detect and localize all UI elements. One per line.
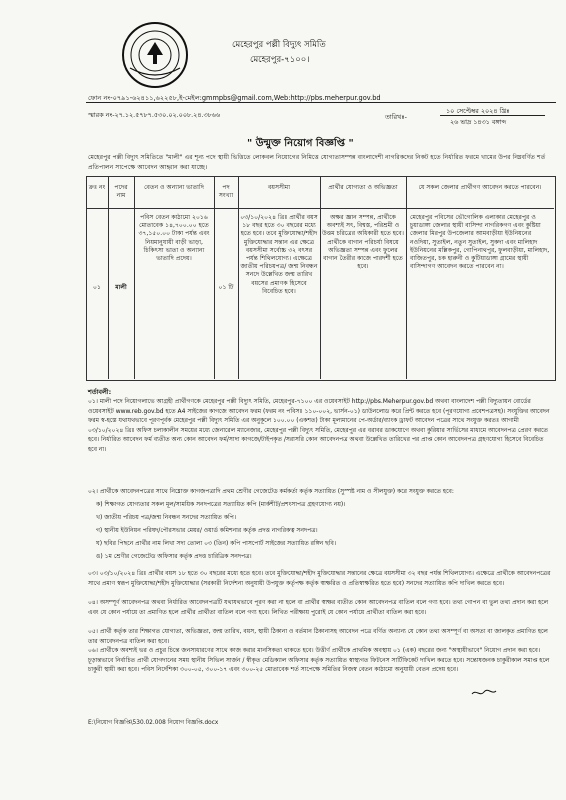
table-column-divider xyxy=(238,176,239,379)
signature-mark xyxy=(470,688,498,698)
conditions-heading: শর্তাবলী: xyxy=(88,388,112,396)
table-cell-districts: মেহেরপুর পবিসের ভৌগোলিক এলাকার মেহেরপুর ও চুয়াডাঙ্গা জেলার স্থায়ী বাসিন্দা নাগরিকগণ এবং কুষ্টিয়া জেলার মিরপুর উপজেলার আমবাড়ীয়া ইউনিয়নের নওদিয়া, সুতাইল, নতুন সুতাইল, সুকদা এবং মালিহাদ ইউনিয়নের মল্লিকপুর, গোপিনাথপুর, ফুলবাড়ীয়া, মালিহাদ, বাজিতপুর, চক হারুনী ও কুটিয়াডাঙ্গা গ্রামের স্থায়ী বাসিন্দাগণ আবেদন করতে পারবেন না। xyxy=(410,214,550,271)
table-cell-count: ০১ টি xyxy=(218,284,234,291)
table-cell-qualification: অক্ষর জ্ঞান সম্পন্ন, প্রার্থীকে অবশ্যই সৎ, বিশ্বস্ত, পরিশ্রমী ও উত্তম চরিত্রের অধিকারী হতে হবে। প্রার্থীকে বাগান পরিচর্যা বিষয়ে অভিজ্ঞতা সম্পন্ন এবং ফুলের বাগান তৈরীর কাজে পারদর্শী হতে হবে। xyxy=(322,214,404,271)
condition-paragraph-5: ০৫। প্রার্থী কর্তৃক তার শিক্ষাগত যোগ্যতা, অভিজ্ঞতা, জন্ম তারিখ, বয়স, স্থায়ী ঠিকানা ও বর্তমান ঠিকানাসহ আবেদন পত্রে বর্ণিত অন্যান্য যে কোন তথ্য অসম্পূর্ণ বা অসত্য বা জালকৃত প্রমাণিত হলে তার আবেদনপত্র বাতিল করা হবে। xyxy=(88,628,548,645)
table-header-qualification: প্রার্থীর যোগ্যতা ও অভিজ্ঞতা xyxy=(328,184,398,191)
organization-address: মেহেরপুর-৭১০০। xyxy=(250,55,310,65)
condition-paragraph-3: ০৩। ০৩/১০/২০২৪ খ্রিঃ প্রার্থীর বয়স ১৮ হতে ৩০ বছরের মধ্যে হতে হবে। তবে মুক্তিযোদ্ধা/শহীদ মুক্তিযোদ্ধার সন্তানের ক্ষেত্রে বয়সসীমা ৩২ বছর পর্যন্ত শিথিলযোগ্য। এক্ষেত্রে প্রার্থীকে আবেদনপত্রের সাথে প্রমাণ স্বরূপ মুক্তিযোদ্ধা/শহীদ মুক্তিযোদ্ধার (সরকারী নির্দেশনা অনুযায়ী উপযুক্ত কর্তৃপক্ষ কর্তৃক স্বাক্ষরিত ও প্রতিস্বাক্ষরিত হতে হবে) সনদের সত্যায়িত কপি দাখিল করতে হবে। xyxy=(88,570,551,587)
condition-subitem-a: ক) শিক্ষাগত যোগ্যতার সকল মূল/সাময়িক সনদপত্রের সত্যায়িত কপি (মার্কশীট/প্রশংসাপত্র গ্রহণযোগ্য নয়)। xyxy=(96,501,346,508)
table-column-divider xyxy=(406,176,407,379)
table-column-divider xyxy=(320,176,321,379)
header-divider xyxy=(86,102,556,103)
intro-paragraph: মেহেরপুর পল্লী বিদ্যুৎ সমিতিতে "মালী" এর শূন্য পদে স্থায়ী ভিত্তিতে লোকবল নিয়োগের নিমিত্তে যোগ্যতাসম্পন্ন বাংলাদেশী নাগরিকদের নিকট হতে নির্ধারিত ফরমে খামের উপর নিম্নবর্ণিত শর্ত প্রতিপালন সাপেক্ষে আবেদন আহ্বান করা যাচ্ছে। xyxy=(88,154,546,171)
table-cell-age: ০৩/১০/২০২৪ খ্রিঃ প্রার্থীর বয়স ১৮ বছর হতে ৩০ বছরের মধ্যে হতে হবে। তবে মুক্তিযোদ্ধা/শহীদ মুক্তিযোদ্ধার সন্তান এর ক্ষেত্রে বয়সসীমা সর্বোচ্চ ৩২ বৎসর পর্যন্ত শিথিলযোগ্য। এক্ষেত্রে জাতীয় পরিচয়পত্র/ জন্ম নিবন্ধন সনদে উল্লেখিত জন্ম তারিখ বয়সের প্রমাণক হিসেবে বিবেচিত হবে। xyxy=(240,214,318,295)
table-header-age: বয়সসীমা xyxy=(268,184,290,191)
contact-line: ফোন নং-০৭৯১-৬২৪১১,৬২২৫৮,ই-মেইল:gmmpbs@gmail.com,Web:http://pbs.meherpur.gov.bd xyxy=(88,94,381,102)
date-english: ১০ সেপ্টেম্বর ২০২৪ খ্রিঃ xyxy=(446,107,510,115)
table-header-districts: যে সকল জেলার প্রার্থীগণ আবেদন করতে পারবেন। xyxy=(418,184,542,191)
condition-paragraph-6: ০৬। প্রার্থীকে অবশ্যই ভর ও প্রচুর চিন্তে জনসাধারণের সাথে কাজ করার মানসিকতা থাকতে হবে। উত্তীর্ণ প্রার্থীকে প্রাথমিক অবস্থায় ০১ (এক) বছরের জন্য "অস্থায়ীভাবে" নিয়োগ প্রদান করা হবে। চূড়ান্তভাবে নির্বাচিত প্রার্থী যোগদানের সময় স্থানীয় সিভিল সার্জন / স্বীকৃত মেডিক্যাল অফিসার কর্তৃক সত্যায়িত স্বাস্থ্যগত ফিটনেস সার্টিফিকেট দাখিল করতে হবে। সন্তোষজনক চাকুরীকাল সমাপ্ত হলে চাকুরী স্থায়ী করা হবে। পবিস নির্দেশিকা ৩০০-০৫, ৩০০-১৭ এবং ৩০০-২৫ মোতাবেক শর্ত সাপেক্ষে সমিতির নিজস্ব বেতন কাঠামো অনুযায়ী বেতন প্রদেয় হবে। xyxy=(88,647,550,674)
date-bangla: ২৬ ভাদ্র ১৪৩১ বঙ্গাব্দ xyxy=(450,118,506,126)
job-table xyxy=(86,176,556,381)
date-divider xyxy=(440,115,545,116)
condition-paragraph-2: ০২। প্রার্থীকে আবেদনপত্রের সাথে নিম্নোক্ত কাগজপত্রাদি প্রথম শ্রেণীর গেজেটেড কর্মকর্তা কর্তৃক সত্যায়িত (সুস্পষ্ট নাম ও সীলযুক্ত) করে সংযুক্ত করতে হবে: xyxy=(88,488,454,495)
table-column-divider xyxy=(108,176,109,379)
table-header-serial: ক্রঃ নং xyxy=(88,184,106,191)
notice-title: " উন্মুক্ত নিয়োগ বিজ্ঞপ্তি " xyxy=(247,138,354,149)
table-header-count: পদ সংখ্যা xyxy=(218,184,234,200)
table-column-divider xyxy=(214,176,215,379)
condition-subitem-b: খ) জাতীয় পরিচয় পত্র/জন্ম নিবন্ধন সনদের সত্যায়িত কপি। xyxy=(96,514,236,521)
date-label: তারিখঃ- xyxy=(385,113,407,121)
condition-subitem-e: ঙ) ১ম শ্রেণীর গেজেটেড অফিসার কর্তৃক প্রদত্ত চারিত্রিক সনদপত্র। xyxy=(96,553,252,560)
table-cell-serial: ০১ xyxy=(93,284,101,291)
table-cell-salary: পবিস বেতন কাঠামো ২০১৬ মোতাবেক ১৪,৭০০.০০ হতে ৩৭,১৫০.০০ টাকা পর্যন্ত এবং নিয়মানুযায়ী বাড়ী ভাড়া, চিকিৎসা ভাতা ও অন্যান্য ভাতাদি প্রদেয়। xyxy=(138,214,210,263)
condition-paragraph-4: ০৪। অসম্পূর্ণ আবেদনপত্র অথবা নির্ধারিত আবেদনপত্রটি যথাযথভাবে পূরণ করা না হলে বা প্রার্থীর স্বাক্ষর ব্যতীত কোন আবেদনপত্র বাতিল বলে গণ্য হবে। তথ্য গোপন বা ভুল তথ্য প্রদান করা হলে এবং যে কোন পর্যায়ে তা প্রমাণিত হলে প্রার্থীর প্রার্থীতা বাতিল বলে গণ্য হবে। লিখিত পরীক্ষায় পুরোই যে কোন পর্যায়ে প্রার্থীতা বাতিল করা হবে। xyxy=(88,599,549,616)
condition-subitem-c: গ) স্থানীয় ইউনিয়ন পরিষদ/পৌরসভার মেয়র/ ওয়ার্ড কমিশনার কর্তৃক প্রদত্ত নাগরিকত্ব সনদপত্র। xyxy=(96,527,318,534)
table-cell-post: মালী xyxy=(115,284,127,291)
organization-name: মেহেরপুর পল্লী বিদ্যুৎ সমিতি xyxy=(232,40,326,50)
condition-subitem-d: ঘ) ছবির পিছনে প্রার্থীর নাম লিখা সদ্য তোলা ০৩ (তিন) কপি পাসপোর্ট সাইজের সত্যায়িত রঙ্গিন ছবি। xyxy=(96,540,337,547)
table-header-post: পদের নাম xyxy=(114,184,128,200)
table-header-salary: বেতন ও অন্যান্য ভাতাদি xyxy=(144,184,204,191)
memo-number: স্মারক নং-২৭.১২.৫৭৮৭.৫৩০.০২.০০৮.২৪.৩৮৬৬ xyxy=(88,111,221,119)
condition-paragraph-1: ০১। মালী পদে নিয়োগলাভে আগ্রহী প্রার্থীগণকে মেহেরপুর পল্লী বিদ্যুৎ সমিতি, মেহেরপুর-৭১০০ এর ওয়েবসাইট http://pbs.Meherpur.gov.bd অথবা বাংলাদেশ পল্লী বিদ্যুতায়ন বোর্ডের ওয়েবসাইট www.reb.gov.bd হতে A4 সাইজের কাগজে আবেদন ফরম (ফরম নং পবিসঃ ১১০-০০২, ভার্সন-০১) ডাউনলোড করে প্রিন্ট করতে হবে (পূরণযোগ্য প্রবেশপত্রসহ)। সংযুক্তির আবেদন ফরম স্ব-হস্তে যথাযথভাবে পূরণপূর্বক মেহেরপুর পল্লী বিদ্যুৎ সমিতি এর অনুকূলে ১০০.০০ (একশত) টাকা মূল্যমানের পে-অর্ডার/ব্যাংক ড্রাফট আবেদন পত্রের সাথে সংযুক্ত করতঃ আগামী ০৩/১০/২০২৪ খ্রিঃ অফিস চলাকালীন সময়ের মধ্যে জেনারেল ম্যানেজার, মেহেরপুর পল্লী বিদ্যুৎ সমিতি, মেহেরপুর এর বরাবর ডাকযোগে অথবা কুরিয়ার সার্ভিসের মাধ্যমে আবেদনপত্র প্রেরণ করতে হবে। নির্ধারিত আবেদন ফর্ম ব্যতীত অন্য কোন আবেদন ফর্ম/সাদা কাগজে/টাইপকৃত /সরাসরি কোন আবেদনপত্র অথবা উল্লেখিত তারিখের পর প্রাপ্ত কোন আবেদনপত্র গ্রহণযোগ্য হিসেবে বিবেচিত হবে না। xyxy=(88,398,550,453)
footer-file-path: E:\নিয়োগ বিজ্ঞপ্তি\530.02.008 নিয়োগ বিজ্ঞপ্তি.docx xyxy=(88,720,219,726)
table-column-divider xyxy=(134,176,135,379)
organization-seal-logo xyxy=(120,20,190,90)
